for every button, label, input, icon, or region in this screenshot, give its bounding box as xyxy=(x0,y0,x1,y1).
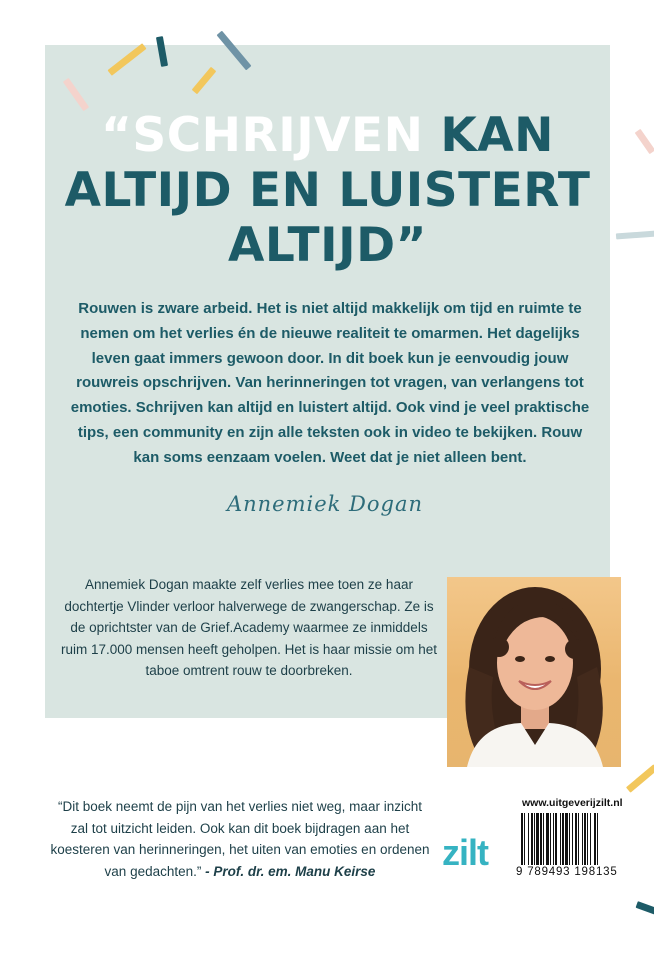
barcode-bar xyxy=(543,813,544,865)
barcode-bar xyxy=(572,813,573,865)
barcode-bar xyxy=(521,813,523,865)
barcode-bar xyxy=(553,813,554,865)
barcode-bar xyxy=(587,813,588,865)
barcode-bar xyxy=(597,813,598,865)
barcode-bar xyxy=(594,813,596,865)
barcode-bar xyxy=(546,813,549,865)
author-photo xyxy=(447,577,621,767)
barcode-bar xyxy=(582,813,583,865)
confetti-steel-2 xyxy=(616,231,654,240)
barcode-bar xyxy=(531,813,533,865)
endorsement-quote xyxy=(50,796,430,882)
barcode-bar xyxy=(560,813,561,865)
blurb-text: Rouwen is zware arbeid. Het is niet altijd makkelijk om tijd en ruimte te nemen om het verlies én de nieuwe realiteit te omarmen. Het dagelijks leven gaat immers gewoon door. In dit boek kun je eenvoudig jouw rouwreis opschrijven. Van herinneringen tot vragen, van verlangens tot emoties. Schrijven kan altijd en luistert altijd. Ook vind je veel praktische tips, een community en zijn alle teksten ook in video te bekijken. Rouw kan soms eenzaam voelen. Weet dat je niet alleen bent. xyxy=(70,300,590,466)
barcode-bar xyxy=(536,813,539,865)
confetti-pink-2 xyxy=(635,129,654,154)
barcode-bar xyxy=(528,813,529,865)
barcode-bar xyxy=(565,813,568,865)
author-bio: Annemiek Dogan maakte zelf verlies mee toen ze haar dochtertje Vlinder verloor halverwege de zwangerschap. Ze is de oprichtster van de Grief.Academy waarmee ze inmiddels ruim 17.000 mensen heeft geholpen. Het is haar missie om het taboe omtrent rouw te doorbreken. xyxy=(61,577,437,679)
barcode xyxy=(521,813,625,865)
barcode-bar xyxy=(524,813,525,865)
barcode-bar xyxy=(584,813,586,865)
author-signature: Annemiek Dogan xyxy=(226,492,424,516)
barcode-bar xyxy=(578,813,579,865)
barcode-bar xyxy=(555,813,557,865)
barcode-bar xyxy=(540,813,542,865)
author-portrait-illustration xyxy=(447,577,621,767)
barcode-bar xyxy=(562,813,564,865)
headline xyxy=(45,108,610,273)
quote-attribution: - Prof. dr. em. Manu Keirse xyxy=(205,863,376,879)
quote-text: “Dit boek neemt de pijn van het verlies niet weg, maar inzicht zal tot uitzicht leiden. Ook kan dit boek bijdragen aan het koesteren van herinneringen, het uiten van emoties en ordenen van gedachten.” xyxy=(50,799,430,879)
headline-white-part: “SCHRIJVEN xyxy=(100,108,424,163)
publisher-logo: zilt xyxy=(442,832,488,873)
barcode-bar xyxy=(590,813,591,865)
confetti-teal-2 xyxy=(636,901,654,916)
barcode-bar xyxy=(569,813,570,865)
isbn-number: 9 789493 198135 xyxy=(516,866,618,878)
barcode-bar xyxy=(534,813,535,865)
publisher-url: www.uitgeverijzilt.nl xyxy=(522,797,623,809)
headline-teal-part: KAN ALTIJD EN LUISTERT ALTIJD” xyxy=(64,108,591,273)
barcode-bar xyxy=(575,813,577,865)
confetti-yellow-3 xyxy=(626,764,654,793)
barcode-bar xyxy=(550,813,551,865)
